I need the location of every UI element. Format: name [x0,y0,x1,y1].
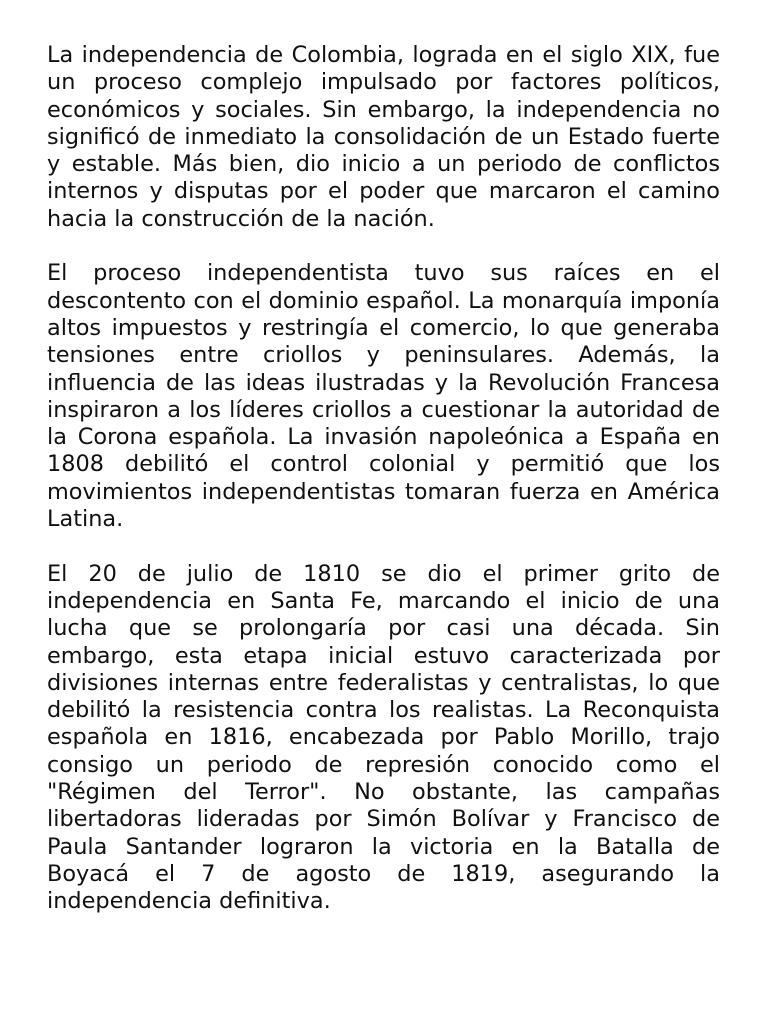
paragraph-independence: El 20 de julio de 1810 se dio el primer grito de independencia en Santa Fe, marcando el inicio de una lucha que se prolongaría por casi una década. Sin embargo, esta etapa inicial estuvo caracterizada por divisiones internas entre federalistas y centralistas, lo que debilitó la resistencia contra los realistas. La Reconquista española en 1816, encabezada por Pablo Morillo, trajo consigo un periodo de represión conocido como el "Régimen del Terror". No obstante, las campañas libertadoras lideradas por Simón Bolívar y Francisco de Paula Santander lograron la victoria en la Batalla de Boyacá el 7 de agosto de 1819, asegurando la independencia definitiva. [47,560,720,915]
paragraph-causes: El proceso independentista tuvo sus raíces en el descontento con el dominio español. La monarquía imponía altos impuestos y restringía el comercio, lo que generaba tensiones entre criollos y peninsulares. Además, la influencia de las ideas ilustradas y la Revolución Francesa inspiraron a los líderes criollos a cuestionar la autoridad de la Corona española. La invasión napoleónica a España en 1808 debilitó el control colonial y permitió que los movimientos independentistas tomaran fuerza en América Latina. [47,260,720,533]
document-page [47,42,720,943]
paragraph-intro: La independencia de Colombia, lograda en el siglo XIX, fue un proceso complejo impulsado por factores políticos, económicos y sociales. Sin embargo, la independencia no significó de inmediato la consolidación de un Estado fuerte y estable. Más bien, dio inicio a un periodo de conflictos internos y disputas por el poder que marcaron el camino hacia la construcción de la nación. [47,42,720,232]
